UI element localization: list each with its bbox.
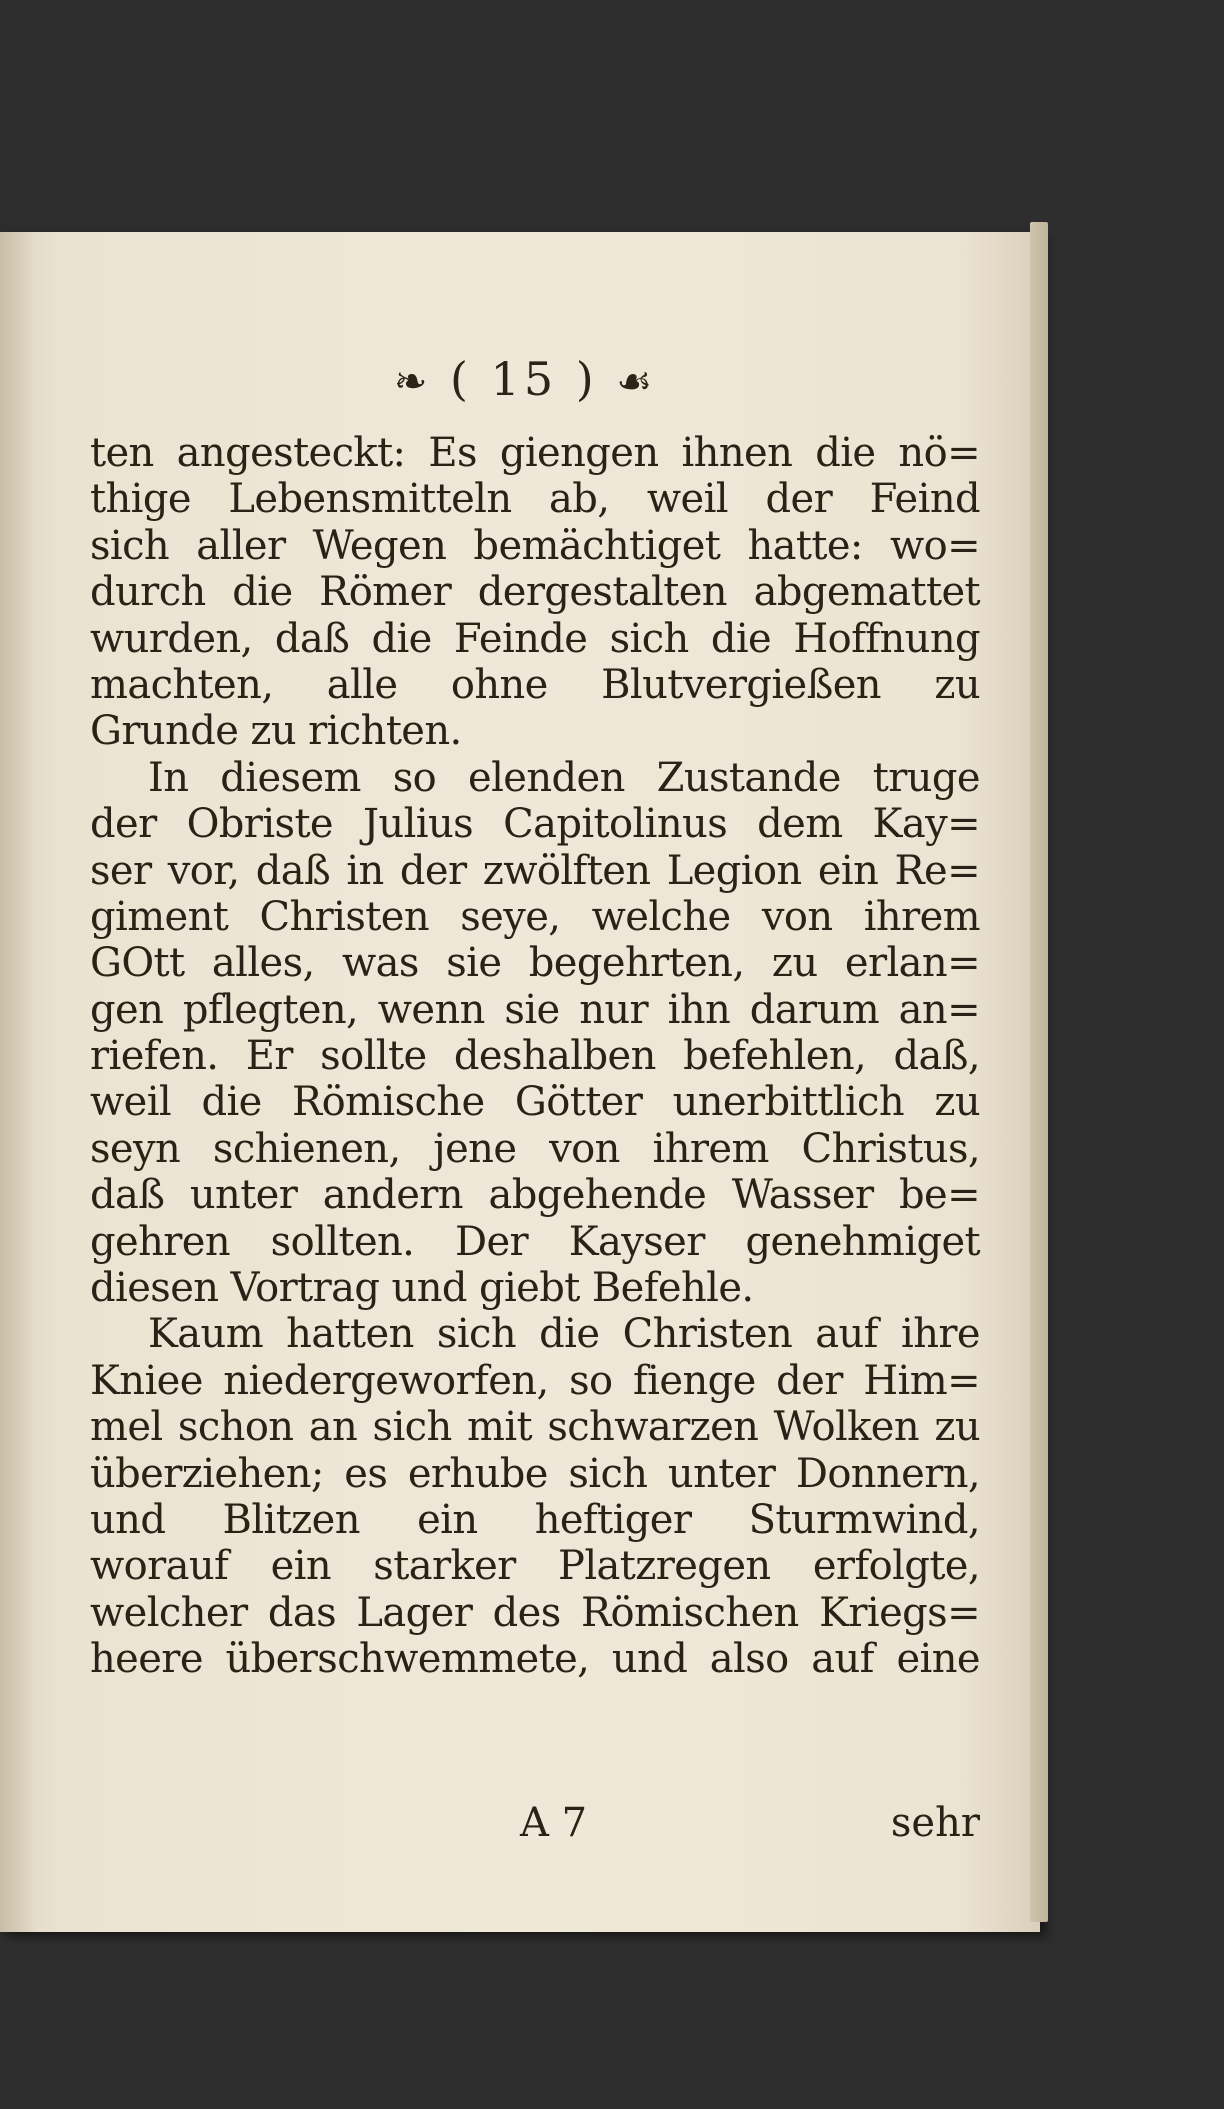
text-line: durch die Römer dergestalten abgemattet (90, 569, 980, 616)
text-line: ser vor, daß in der zwölften Legion ein Re= (90, 847, 980, 894)
text-line: daß unter andern abgehende Wasser be= (90, 1172, 980, 1219)
signature-mark: A 7 (520, 1800, 588, 1846)
text-line: GOtt alles, was sie begehrten, zu erlan= (90, 940, 980, 987)
text-line: mel schon an sich mit schwarzen Wolken zu (90, 1404, 980, 1451)
text-line: seyn schienen, jene von ihrem Christus, (90, 1125, 980, 1172)
text-line: machten, alle ohne Blutvergießen zu (90, 661, 980, 708)
text-line: heere überschwemmete, und also auf eine (90, 1636, 980, 1683)
text-line: Kniee niedergeworfen, so fienge der Him= (90, 1357, 980, 1404)
text-line: worauf ein starker Platzregen erfolgte, (90, 1543, 980, 1590)
page-edge (1030, 222, 1048, 1922)
text-line: der Obriste Julius Capitolinus dem Kay= (90, 801, 980, 848)
text-line: weil die Römische Götter unerbittlich zu (90, 1079, 980, 1126)
text-line: giment Christen seye, welche von ihrem (90, 893, 980, 940)
body-text (90, 430, 980, 1683)
page-gutter (0, 232, 36, 1932)
text-line: diesen Vortrag und giebt Befehle. (90, 1265, 754, 1312)
catchword: sehr (890, 1800, 980, 1846)
left-ornament-icon: ❧ (393, 359, 432, 405)
text-line: wurden, daß die Feinde sich die Hoffnung (90, 615, 980, 662)
text-line: welcher das Lager des Römischen Kriegs= (90, 1589, 980, 1636)
page-number: ( 15 ) (449, 352, 598, 406)
text-line: und Blitzen ein heftiger Sturmwind, (90, 1496, 980, 1543)
text-line: ten angesteckt: Es giengen ihnen die nö= (90, 430, 980, 476)
text-line: riefen. Er sollte deshalben befehlen, daß, (90, 1033, 980, 1080)
page-header (355, 352, 695, 412)
text-line: In diesem so elenden Zustande truge (148, 754, 980, 801)
right-ornament-icon: ☙ (616, 359, 657, 405)
text-line: überziehen; es erhube sich unter Donnern, (90, 1450, 980, 1497)
page-footer (90, 1800, 980, 1850)
text-line: gehren sollten. Der Kayser genehmiget (90, 1218, 980, 1265)
text-line: thige Lebensmitteln ab, weil der Feind (90, 476, 980, 523)
text-line: Kaum hatten sich die Christen auf ihre (148, 1311, 980, 1358)
text-line: sich aller Wegen bemächtiget hatte: wo= (90, 522, 980, 569)
text-line: Grunde zu richten. (90, 708, 462, 755)
text-line: gen pflegten, wenn sie nur ihn darum an= (90, 986, 980, 1033)
